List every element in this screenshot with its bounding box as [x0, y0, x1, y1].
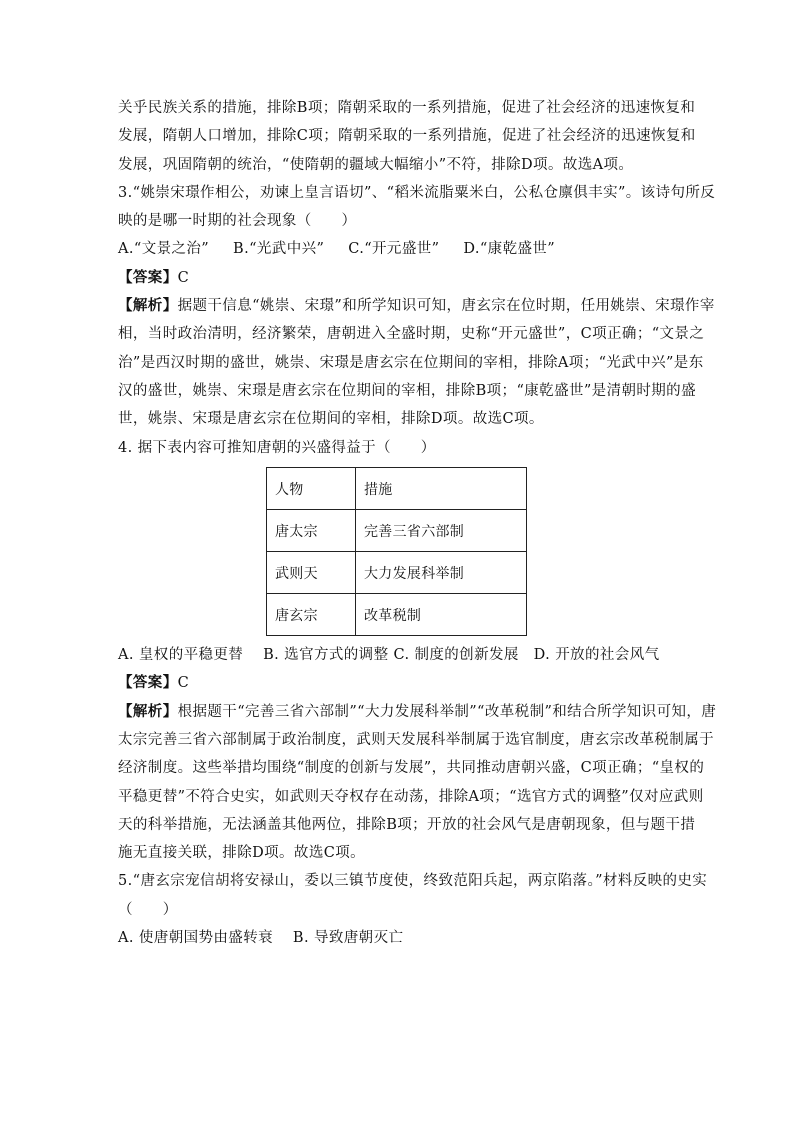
analysis-line: 经济制度。这些举措均围绕“制度的创新与发展”，共同推动唐朝兴盛，C项正确；“皇权的	[118, 760, 705, 777]
table-row	[267, 594, 527, 636]
analysis-label: 【解析】	[118, 297, 178, 315]
analysis-line: 汉的盛世，姚崇、宋璟是唐玄宗在位期间的宰相，排除B项；“康乾盛世”是清朝时期的盛	[118, 382, 696, 399]
question-4-answer	[118, 670, 678, 697]
question-4-stem: 4. 据下表内容可推知唐朝的兴盛得益于（ ）	[118, 439, 436, 456]
table-header-cell: 人物	[267, 468, 356, 510]
analysis-text: 根据题干“完善三省六部制”“大力发展科举制”“改革税制”和结合所学知识可知，唐	[177, 703, 717, 720]
analysis-line: 施无直接关联，排除D项。故选C项。	[118, 845, 366, 862]
analysis-text: 据题干信息“姚崇、宋璟”和所学知识可知，唐玄宗在位时期，任用姚崇、宋璟作宰	[177, 298, 715, 315]
answer-label: 【答案】	[118, 674, 178, 692]
question-4-options: A. 皇权的平稳更替 B. 选官方式的调整 C. 制度的创新发展 D. 开放的社会风气	[118, 647, 660, 664]
answer-label: 【答案】	[118, 268, 178, 286]
question-3-analysis	[118, 293, 715, 320]
question-5-stem: 5.“唐玄宗宠信胡将安禄山，委以三镇节度使，终致范阳兵起，两京陷落。”材料反映的史实	[118, 873, 708, 890]
table-cell: 大力发展科举制	[356, 552, 527, 594]
document-page	[118, 95, 717, 952]
question-3-options: A.“文景之治” B.“光武中兴” C.“开元盛世” D.“康乾盛世”	[118, 241, 556, 258]
table-cell: 武则天	[267, 552, 356, 594]
analysis-line: 平稳更替”不符合史实，如武则天夺权存在动荡，排除A项；“选官方式的调整”仅对应武则	[118, 788, 704, 805]
analysis-line: 太宗完善三省六部制属于政治制度，武则天发展科举制属于选官制度，唐玄宗改革税制属于	[118, 731, 714, 748]
table-header-cell: 措施	[356, 468, 527, 510]
analysis-line: 治”是西汉时期的盛世，姚崇、宋璟是唐玄宗在位期间的宰相，排除A项；“光武中兴”是东	[118, 354, 704, 371]
question-4-analysis	[118, 699, 717, 726]
analysis-line: 世，姚崇、宋璟是唐玄宗在位期间的宰相，排除D项。故选C项。	[118, 411, 544, 428]
table-cell: 改革税制	[356, 594, 527, 636]
answer-value: C	[177, 269, 190, 286]
analysis-label: 【解析】	[118, 702, 178, 720]
question-3-stem: 映的是哪一时期的社会现象（ ）	[118, 213, 357, 230]
measures-table-wrapper	[266, 467, 678, 636]
question-3-stem: 3.“姚崇宋璟作相公，劝谏上皇言语切”、“稻米流脂粟米白，公私仓廪俱丰实”。该诗句所反	[118, 184, 716, 201]
table-cell: 唐太宗	[267, 510, 356, 552]
text-line: 关乎民族关系的措施，排除B项；隋朝采取的一系列措施，促进了社会经济的迅速恢复和	[118, 100, 696, 116]
table-header-row	[267, 468, 527, 510]
analysis-line: 天的科举措施，无法涵盖其他两位，排除B项；开放的社会风气是唐朝现象，但与题干措	[118, 816, 696, 833]
table-cell: 完善三省六部制	[356, 510, 527, 552]
question-5-options: A. 使唐朝国势由盛转衰 B. 导致唐朝灭亡	[118, 930, 404, 947]
answer-value: C	[177, 675, 190, 692]
measures-table	[266, 467, 527, 636]
text-line: 发展，巩固隋朝的统治，“使隋朝的疆域大幅缩小”不符，排除D项。故选A项。	[118, 156, 634, 173]
analysis-line: 相，当时政治清明，经济繁荣，唐朝进入全盛时期，史称“开元盛世”，C项正确；“文景之	[118, 326, 705, 343]
text-line: 发展，隋朝人口增加，排除C项；隋朝采取的一系列措施，促进了社会经济的迅速恢复和	[118, 128, 696, 145]
question-3-answer	[118, 265, 678, 292]
table-cell: 唐玄宗	[267, 594, 356, 636]
question-5-stem: （ ）	[118, 901, 178, 918]
table-row	[267, 510, 527, 552]
table-row	[267, 552, 527, 594]
